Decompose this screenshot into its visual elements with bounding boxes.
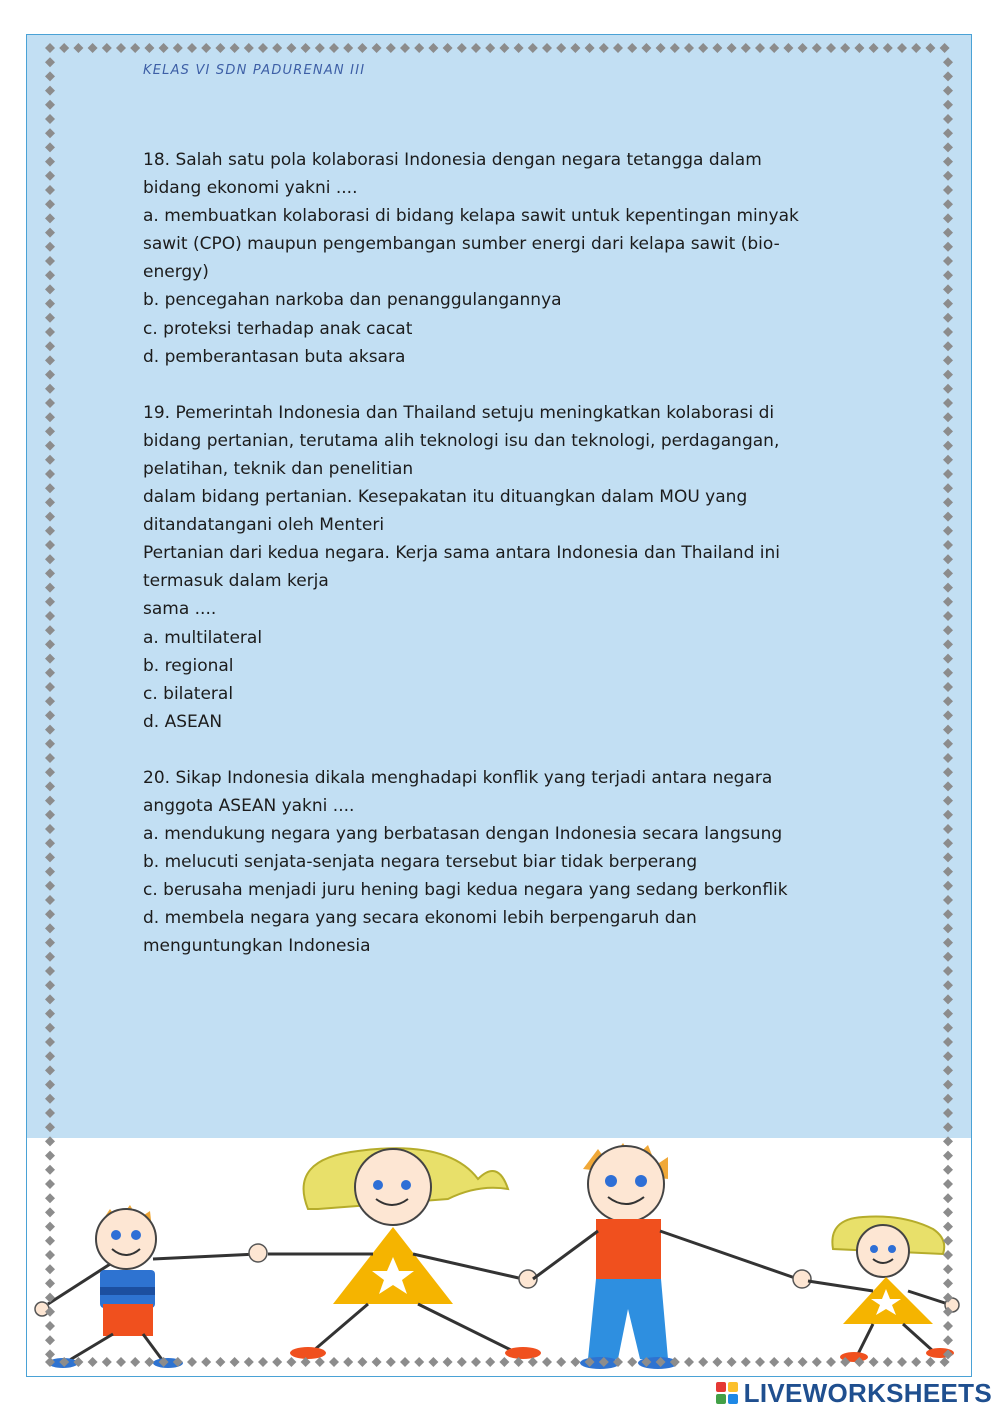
question-19 <box>143 399 843 736</box>
logo-square-i <box>728 1382 738 1392</box>
father-figure <box>533 1143 811 1369</box>
liveworksheets-logo[interactable] <box>716 1378 992 1408</box>
logo-grid-icon <box>716 1382 738 1404</box>
question-18 <box>143 146 843 371</box>
logo-square-e <box>728 1394 738 1404</box>
option-a: a. mendukung negara yang berbatasan dengan Indonesia secara langsung <box>143 824 783 845</box>
option-b: b. melucuti senjata-senjata negara tersebut biar tidak berperang <box>143 852 698 873</box>
question-line: sama .... <box>143 599 217 620</box>
option-c: c. bilateral <box>143 683 234 704</box>
question-line: 20. Sikap Indonesia dikala menghadapi konflik yang terjadi antara negara <box>143 767 773 788</box>
option-b: b. pencegahan narkoba dan penanggulangannya <box>143 290 562 311</box>
girl-figure <box>808 1217 959 1363</box>
question-line: termasuk dalam kerja <box>143 571 329 592</box>
question-20 <box>143 764 843 961</box>
question-line: anggota ASEAN yakni .... <box>143 795 355 816</box>
logo-square-v <box>716 1394 726 1404</box>
questions-container <box>143 146 843 989</box>
question-line: dalam bidang pertanian. Kesepakatan itu dituangkan dalam MOU yang <box>143 487 748 508</box>
question-line: 18. Salah satu pola kolaborasi Indonesia dengan negara tetangga dalam <box>143 150 762 170</box>
option-d-cont: menguntungkan Indonesia <box>143 936 371 957</box>
logo-square-l <box>716 1382 726 1392</box>
worksheet-header: KELAS VI SDN PADURENAN III <box>143 63 366 78</box>
family-illustration <box>28 1139 972 1375</box>
option-b: b. regional <box>143 655 234 676</box>
question-line: bidang ekonomi yakni .... <box>143 178 358 199</box>
question-line: ditandatangani oleh Menteri <box>143 515 385 536</box>
option-c: c. proteksi terhadap anak cacat <box>143 318 413 339</box>
option-a: a. membuatkan kolaborasi di bidang kelapa sawit untuk kepentingan minyak <box>143 206 799 227</box>
option-d: d. membela negara yang secara ekonomi lebih berpengaruh dan <box>143 908 697 929</box>
option-c: c. berusaha menjadi juru hening bagi kedua negara yang sedang berkonflik <box>143 880 788 901</box>
question-line: bidang pertanian, terutama alih teknologi isu dan teknologi, perdagangan, <box>143 430 780 451</box>
option-d: d. ASEAN <box>143 711 223 732</box>
brand-name: LIVEWORKSHEETS <box>743 1377 992 1408</box>
mother-figure <box>268 1148 541 1359</box>
question-line: 19. Pemerintah Indonesia dan Thailand setuju meningkatkan kolaborasi di <box>143 402 775 423</box>
question-line: Pertanian dari kedua negara. Kerja sama antara Indonesia dan Thailand ini <box>143 543 781 564</box>
option-a-cont: sawit (CPO) maupun pengembangan sumber energi dari kelapa sawit (bio- <box>143 234 780 255</box>
option-a-cont: energy) <box>143 262 209 283</box>
boy-figure <box>35 1205 267 1368</box>
option-a: a. multilateral <box>143 627 263 648</box>
question-line: pelatihan, teknik dan penelitian <box>143 458 414 479</box>
option-d: d. pemberantasan buta aksara <box>143 346 406 367</box>
